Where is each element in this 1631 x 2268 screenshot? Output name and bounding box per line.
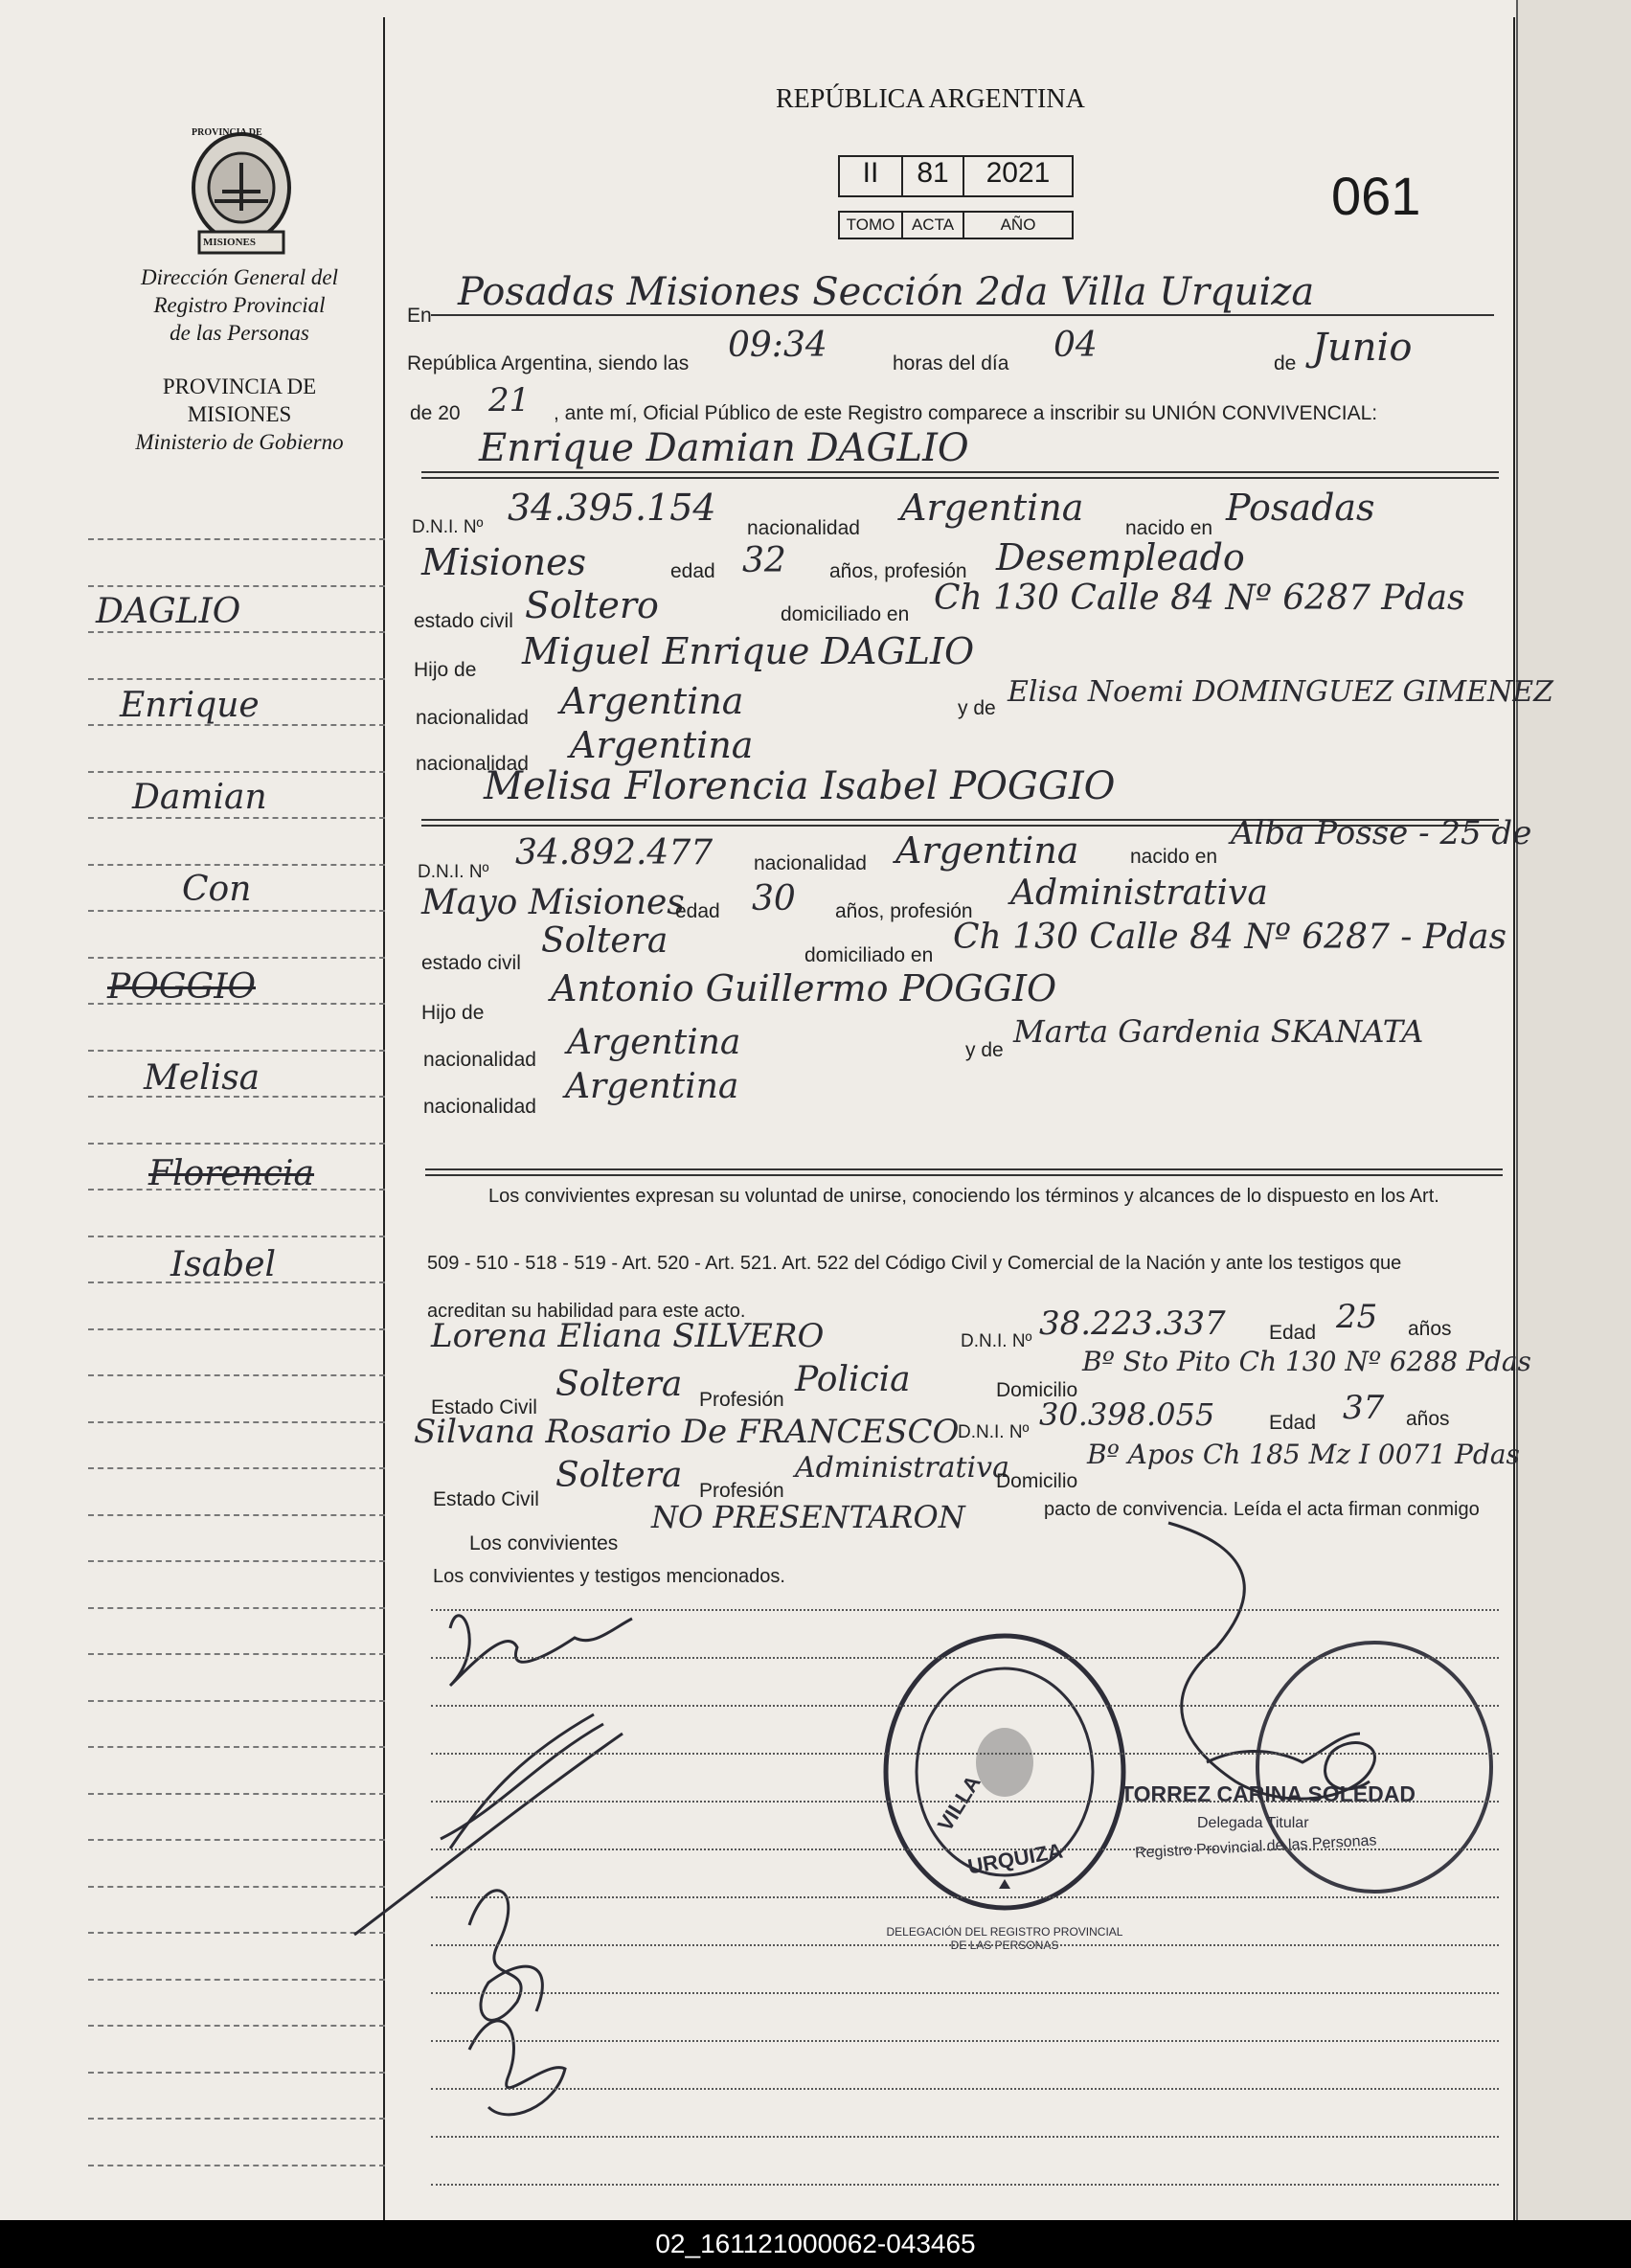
witness1-anios-label: años xyxy=(1408,1318,1452,1340)
witness2-name: Silvana Rosario De FRANCESCO xyxy=(414,1413,960,1451)
day-value: 04 xyxy=(1053,326,1098,365)
margin-rule xyxy=(88,631,385,633)
p2-nacido-label: nacido en xyxy=(1130,846,1218,868)
tomo-label: TOMO xyxy=(838,211,903,239)
witness1-dni-label: D.N.I. Nº xyxy=(961,1331,1032,1351)
p2-madre-nac-label: nacionalidad xyxy=(423,1096,536,1118)
witness2-estado-value: Soltera xyxy=(555,1456,683,1495)
witness1-profesion-value: Policia xyxy=(795,1360,911,1399)
place-value: Posadas Misiones Sección 2da Villa Urquiza xyxy=(458,270,1315,314)
anio-value: 2021 xyxy=(963,155,1074,197)
p1-padre-nac-label: nacionalidad xyxy=(416,707,529,729)
witness2-edad-label: Edad xyxy=(1269,1412,1317,1434)
witness1-profesion-label: Profesión xyxy=(699,1389,784,1411)
witness2-anios-label: años xyxy=(1406,1408,1450,1430)
p2-name: Melisa Florencia Isabel POGGIO xyxy=(484,764,1116,808)
p2-dni-value: 34.892.477 xyxy=(515,833,714,873)
margin-rule xyxy=(88,817,385,819)
body-rule xyxy=(431,2184,1499,2186)
witness1-estado-value: Soltera xyxy=(555,1365,683,1404)
p1-profesion-value: Desempleado xyxy=(996,536,1245,578)
p1-nacido-label: nacido en xyxy=(1125,517,1213,539)
margin-name: Con xyxy=(182,870,252,909)
margin-rule xyxy=(88,678,385,680)
p1-edad-value: 32 xyxy=(742,541,786,580)
p2-padre-nac-value: Argentina xyxy=(567,1023,741,1062)
witness1-domicilio-value: Bº Sto Pito Ch 130 Nº 6288 Pdas xyxy=(1082,1346,1531,1377)
margin-rule xyxy=(88,910,385,912)
witness2-estado-label: Estado Civil xyxy=(433,1488,539,1510)
de-label: de xyxy=(1274,352,1297,374)
ministry: Ministerio de Gobierno xyxy=(135,430,344,454)
p2-padre-nac-label: nacionalidad xyxy=(423,1049,536,1071)
month-value: Junio xyxy=(1312,326,1413,370)
body-rule xyxy=(431,1801,1499,1803)
p1-domiciliado-label: domiciliado en xyxy=(781,603,910,625)
body-rule xyxy=(431,1896,1499,1898)
margin-rule xyxy=(88,1374,385,1376)
p2-madre-nac-value: Argentina xyxy=(565,1067,739,1106)
body-rule xyxy=(431,1848,1499,1850)
province-name xyxy=(105,373,374,456)
p2-dni-label: D.N.I. Nº xyxy=(418,862,489,882)
p1-dni-value: 34.395.154 xyxy=(508,487,716,529)
ante-text: , ante mí, Oficial Público de este Registro comparece a inscribir su UNIÓN CONVIVENCIAL: xyxy=(554,402,1378,424)
witness2-dni-value: 30.398.055 xyxy=(1039,1396,1215,1433)
witness2-domicilio-value: Bº Apos Ch 185 Mz I 0071 Pdas xyxy=(1087,1439,1520,1470)
p2-domicilio-value: Ch 130 Calle 84 Nº 6287 - Pdas xyxy=(953,918,1507,957)
p2-nacido-value-2: Mayo Misiones xyxy=(421,883,685,922)
p1-madre-value: Elisa Noemi DOMINGUEZ GIMENEZ xyxy=(1008,675,1553,709)
province-line: MISIONES xyxy=(187,402,292,426)
witness2-domicilio-label: Domicilio xyxy=(996,1470,1078,1492)
body-rule xyxy=(431,1705,1499,1707)
witness2-profesion-value: Administrativa xyxy=(795,1451,1009,1485)
body-rule xyxy=(431,1657,1499,1659)
pacto-text: pacto de convivencia. Leída el acta firman conmigo xyxy=(1044,1499,1480,1520)
p1-y-de-label: y de xyxy=(958,697,996,719)
acta-value: 81 xyxy=(901,155,964,197)
witness2-profesion-label: Profesión xyxy=(699,1480,784,1502)
seal-text-bottom: MISIONES xyxy=(203,237,257,248)
stamp-ring-text: DELEGACIÓN DEL REGISTRO PROVINCIAL DE LAS PERSONAS xyxy=(886,1925,1123,1952)
witness1-dni-value: 38.223.337 xyxy=(1039,1304,1226,1343)
p2-madre-value: Marta Gardenia SKANATA xyxy=(1013,1013,1424,1050)
institution-name xyxy=(105,263,374,347)
page-edge xyxy=(1516,0,1631,2220)
margin-rule xyxy=(88,1236,385,1237)
margin-name: Isabel xyxy=(170,1245,277,1284)
margin-rule xyxy=(88,1143,385,1145)
p2-profesion-value: Administrativa xyxy=(1010,873,1268,913)
p2-hijo-label: Hijo de xyxy=(421,1002,485,1024)
en-label: En xyxy=(407,305,432,327)
p1-nacido-value-2: Misiones xyxy=(421,541,587,583)
p1-nacionalidad-label: nacionalidad xyxy=(747,517,860,539)
tomo-value: II xyxy=(838,155,903,197)
year-suffix-value: 21 xyxy=(488,381,531,420)
witness1-estado-label: Estado Civil xyxy=(431,1396,537,1418)
witness1-name: Lorena Eliana SILVERO xyxy=(431,1317,825,1355)
country-title: REPÚBLICA ARGENTINA xyxy=(776,84,1085,114)
institution-line: de las Personas xyxy=(170,321,309,345)
body-rule xyxy=(431,1753,1499,1755)
p2-estado-civil-label: estado civil xyxy=(421,952,521,974)
p1-nacido-value: Posadas xyxy=(1226,487,1375,529)
p2-domiciliado-label: domiciliado en xyxy=(804,944,934,966)
province-line: PROVINCIA DE xyxy=(162,374,317,398)
page-number: 061 xyxy=(1331,166,1421,226)
p1-padre-nac-value: Argentina xyxy=(560,680,744,722)
p1-estado-civil-value: Soltero xyxy=(525,584,659,626)
margin-rule xyxy=(88,538,385,540)
footer-id: 02_161121000062-043465 xyxy=(0,2220,1631,2268)
p2-nacionalidad-label: nacionalidad xyxy=(754,852,867,874)
p1-nacionalidad-value: Argentina xyxy=(900,487,1084,529)
margin-rule xyxy=(88,1467,385,1469)
body-rule xyxy=(431,1944,1499,1946)
stamp-inner-left: VILLA xyxy=(932,1771,985,1836)
margin-rule xyxy=(88,1328,385,1330)
hour-value: 09:34 xyxy=(728,326,827,365)
anio-label: AÑO xyxy=(963,211,1074,239)
body-rule xyxy=(431,2088,1499,2090)
body-rule xyxy=(431,1609,1499,1611)
p1-edad-label: edad xyxy=(670,560,715,582)
margin-name: Florencia xyxy=(148,1154,315,1193)
margin-name: Damian xyxy=(132,778,267,817)
acta-label: ACTA xyxy=(901,211,964,239)
margin-name: POGGIO xyxy=(107,967,256,1007)
witness1-domicilio-label: Domicilio xyxy=(996,1379,1078,1401)
body-rule xyxy=(431,2136,1499,2138)
p2-edad-label: edad xyxy=(675,900,720,922)
official-org: Registro Provincial de las Personas xyxy=(1134,1832,1377,1862)
margin-name: DAGLIO xyxy=(96,592,241,631)
p1-estado-civil-label: estado civil xyxy=(414,610,513,632)
official-name: TORREZ CARINA SOLEDAD xyxy=(1121,1781,1416,1806)
margin-rule xyxy=(88,1421,385,1423)
convivientes-label: Los convivientes xyxy=(469,1532,619,1554)
margin-rule xyxy=(88,957,385,959)
p1-padre-value: Miguel Enrique DAGLIO xyxy=(522,630,975,672)
margin-name: Enrique xyxy=(120,686,260,725)
margin-rule xyxy=(88,864,385,866)
body-rule xyxy=(431,1992,1499,1994)
p1-name: Enrique Damian DAGLIO xyxy=(479,426,969,470)
witness2-dni-label: D.N.I. Nº xyxy=(958,1422,1030,1442)
p1-dni-label: D.N.I. Nº xyxy=(412,517,484,537)
declaration-line: Los convivientes expresan su voluntad de unirse, conociendo los términos y alcances de lo dispuesto en los Art. xyxy=(488,1186,1439,1207)
margin-rule xyxy=(88,585,385,587)
p1-domicilio-value: Ch 130 Calle 84 Nº 6287 Pdas xyxy=(934,578,1465,618)
p2-padre-value: Antonio Guillermo POGGIO xyxy=(551,967,1057,1009)
p2-estado-civil-value: Soltera xyxy=(541,921,668,961)
pacto-value: NO PRESENTARON xyxy=(651,1499,965,1535)
margin-rule xyxy=(88,1050,385,1052)
official-title: Delegada Titular xyxy=(1197,1815,1309,1831)
p2-profesion-label: años, profesión xyxy=(835,900,973,922)
p2-y-de-label: y de xyxy=(965,1039,1004,1061)
margin-rule xyxy=(88,771,385,773)
body-rule xyxy=(431,2040,1499,2042)
stamp-inner-bottom: URQUIZA xyxy=(965,1838,1065,1879)
margin-name: Melisa xyxy=(144,1058,261,1098)
p1-hijo-label: Hijo de xyxy=(414,659,477,681)
institution-line: Registro Provincial xyxy=(153,293,326,317)
declaration-line: 509 - 510 - 518 - 519 - Art. 520 - Art. 521. Art. 522 del Código Civil y Comercial de la Nación y ante los testigos que xyxy=(427,1253,1402,1274)
institution-line: Dirección General del xyxy=(140,265,339,289)
p1-profesion-label: años, profesión xyxy=(829,560,967,582)
witness1-edad-value: 25 xyxy=(1336,1298,1378,1336)
republica-label: República Argentina, siendo las xyxy=(407,352,690,374)
p1-madre-nac-label: nacionalidad xyxy=(416,753,529,775)
p2-edad-value: 30 xyxy=(752,879,796,919)
declaration-line: acreditan su habilidad para este acto. xyxy=(427,1301,746,1322)
horas-label: horas del día xyxy=(893,352,1009,374)
de20-label: de 20 xyxy=(410,402,461,424)
p2-nacionalidad-value: Argentina xyxy=(895,829,1079,872)
p1-madre-nac-value: Argentina xyxy=(570,724,754,766)
witness2-edad-value: 37 xyxy=(1343,1389,1385,1427)
p2-nacido-value: Alba Posse - 25 de xyxy=(1231,814,1532,852)
seal-text-top: PROVINCIA DE xyxy=(192,127,262,138)
witness1-edad-label: Edad xyxy=(1269,1322,1317,1344)
closing-line: Los convivientes y testigos mencionados. xyxy=(433,1566,785,1587)
